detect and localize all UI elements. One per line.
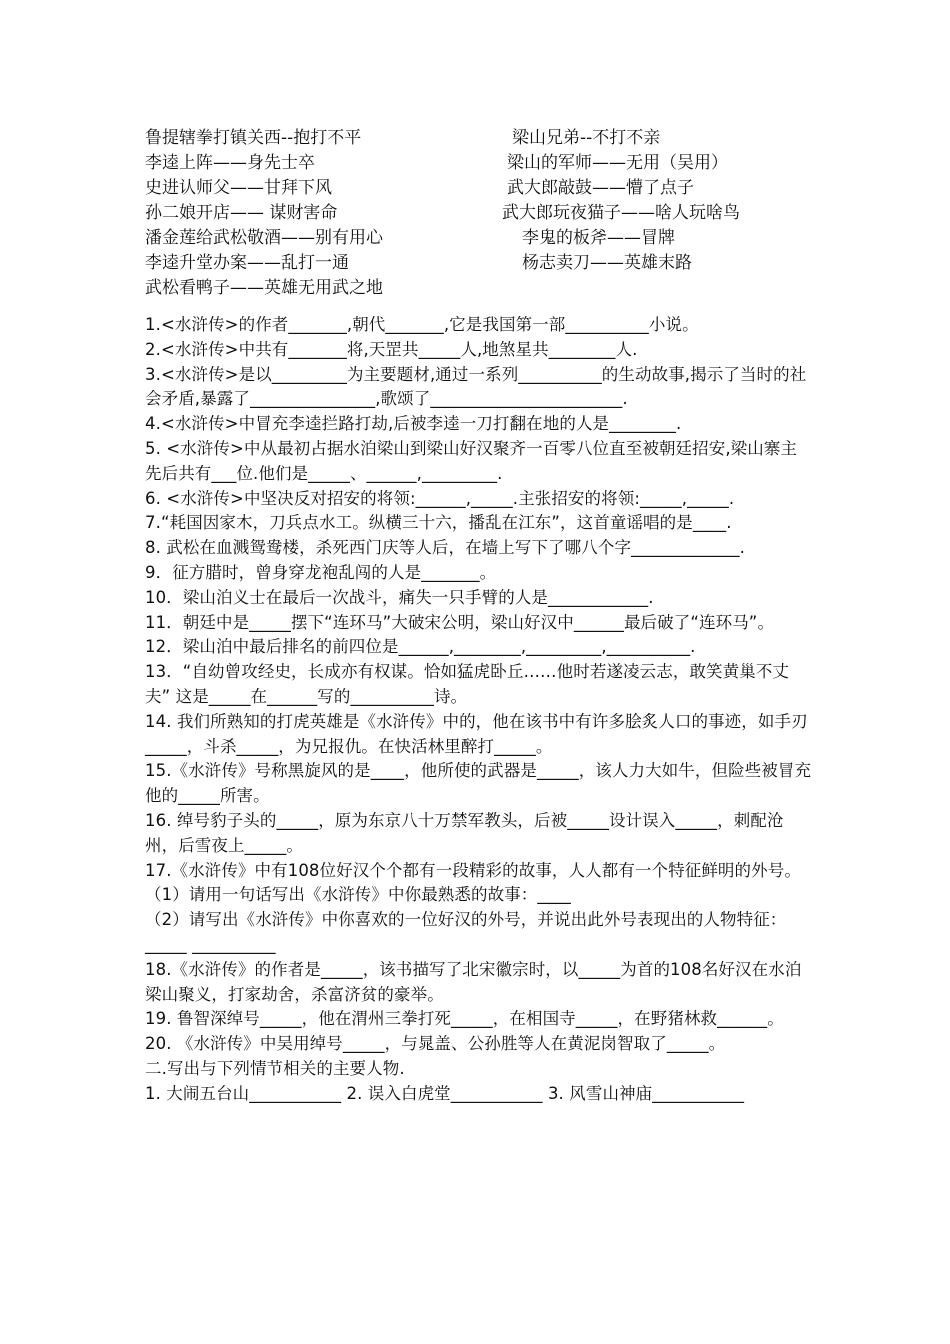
question-12: 12．梁山泊中最后排名的前四位是______,________,_________,__________. — [145, 637, 696, 657]
xiehouyu-right-1: 梁山兄弟--不打不亲 — [512, 128, 661, 148]
xiehouyu-right-4: 武大郎玩夜猫子——啥人玩啥鸟 — [502, 203, 740, 223]
question-19: 19. 鲁智深绰号_____，他在渭州三拳打死_____，在相国寺_____，在野猪林救______。 — [145, 1009, 784, 1029]
question-3: 3.<水浒传>是以_________为主要题材,通过一系列__________的生动故事,揭示了当时的社会矛盾,暴露了_______________,歌颂了_______________________. — [145, 364, 807, 409]
question-16: 16. 绰号豹子头的_____，原为东京八十万禁军教头，后被_____设计误入_____，刺配沧州，后雪夜上_____。 — [145, 810, 784, 855]
question-14: 14. 我们所熟知的打虎英雄是《水浒传》中的，他在该书中有许多脍炙人口的事迹，如手刃_____，斗杀_____，为兄报仇。在快活林里醉打_____。 — [145, 711, 808, 756]
xiehouyu-left-7: 武松看鸭子——英雄无用武之地 — [145, 278, 383, 298]
xiehouyu-left-4: 孙二娘开店—— 谋财害命 — [145, 203, 338, 223]
question-17: 17.《水浒传》中有108位好汉个个都有一段精彩的故事，人人都有一个特征鲜明的外号。 — [145, 860, 801, 880]
question-list — [145, 313, 813, 1107]
question-8: 8. 武松在血溅鸳鸯楼，杀死西门庆等人后，在墙上写下了哪八个字_____________. — [145, 538, 745, 558]
xiehouyu-left-5: 潘金莲给武松敬酒——别有用心 — [145, 228, 383, 248]
xiehouyu-right-3: 武大郎敲鼓——懵了点子 — [507, 178, 694, 198]
xiehouyu-left-6: 李逵升堂办案——乱打一通 — [145, 253, 349, 273]
question-11: 11．朝廷中是_____摆下“连环马”大破宋公明，梁山好汉中______最后破了“连环马”。 — [145, 612, 775, 632]
section-2-heading: 二.写出与下列情节相关的主要人物. — [145, 1058, 405, 1078]
question-6: 6. <水浒传>中坚决反对招安的将领:______,_____.主张招安的将领:_____,_____. — [145, 488, 735, 508]
xiehouyu-left-2: 李逵上阵——身先士卒 — [145, 153, 315, 173]
question-13: 13．“自幼曾攻经史，长成亦有权谋。恰如猛虎卧丘……他时若遂凌云志，敢笑黄巢不丈夫” 这是_____在______写的__________诗。 — [145, 662, 790, 706]
xiehouyu-right-6: 杨志卖刀——英雄末路 — [522, 253, 692, 273]
xiehouyu-right-2: 梁山的军师——无用（吴用） — [507, 153, 728, 173]
question-18: 18.《水浒传》的作者是_____，该书描写了北宋徽宗时，以_____为首的108名好汉在水泊梁山聚义，打家劫舍，杀富济贫的豪举。 — [145, 959, 802, 1004]
question-4: 4.<水浒传>中冒充李逵拦路打劫,后被李逵一刀打翻在地的人是________. — [145, 414, 682, 434]
question-10: 10．梁山泊义士在最后一次战斗，痛失一只手臂的人是____________. — [145, 587, 654, 607]
xiehouyu-left-1: 鲁提辖拳打镇关西--抱打不平 — [145, 128, 362, 148]
question-20: 20. 《水浒传》中吴用绰号_____，与晁盖、公孙胜等人在黄泥岗智取了_____。 — [145, 1034, 726, 1054]
question-17-part-2: （2）请写出《水浒传》中你喜欢的一位好汉的外号，并说出此外号表现出的人物特征：_____ __________ — [145, 910, 787, 954]
question-9: 9．征方腊时，曾身穿龙袍乱闯的人是_______。 — [145, 562, 497, 582]
section-2-items: 1. 大闹五台山___________ 2. 误入白虎堂___________ 3. 风雪山神庙___________ — [145, 1083, 745, 1103]
question-17-part-1: （1）请用一句话写出《水浒传》中你最熟悉的故事：____ — [145, 885, 571, 905]
xiehouyu-right-5: 李鬼的板斧——冒牌 — [522, 228, 675, 248]
question-7: 7.“耗国因家木，刀兵点水工。纵横三十六，播乱在江东”，这首童谣唱的是____. — [145, 513, 732, 533]
xiehouyu-left-3: 史进认师父——甘拜下风 — [145, 178, 332, 198]
question-1: 1.<水浒传>的作者_______,朝代_______,它是我国第一部__________小说。 — [145, 315, 699, 334]
question-15: 15.《水浒传》号称黑旋风的是____，他所使的武器是_____，该人力大如牛，但险些被冒充他的_____所害。 — [145, 761, 812, 806]
question-5: 5. <水浒传>中从最初占据水泊梁山到梁山好汉聚齐一百零八位直至被朝廷招安,梁山寨主先后共有___位.他们是_____、______,_________. — [145, 438, 798, 483]
question-2: 2.<水浒传>中共有_______将,天罡共_____人,地煞星共________人. — [145, 339, 638, 359]
